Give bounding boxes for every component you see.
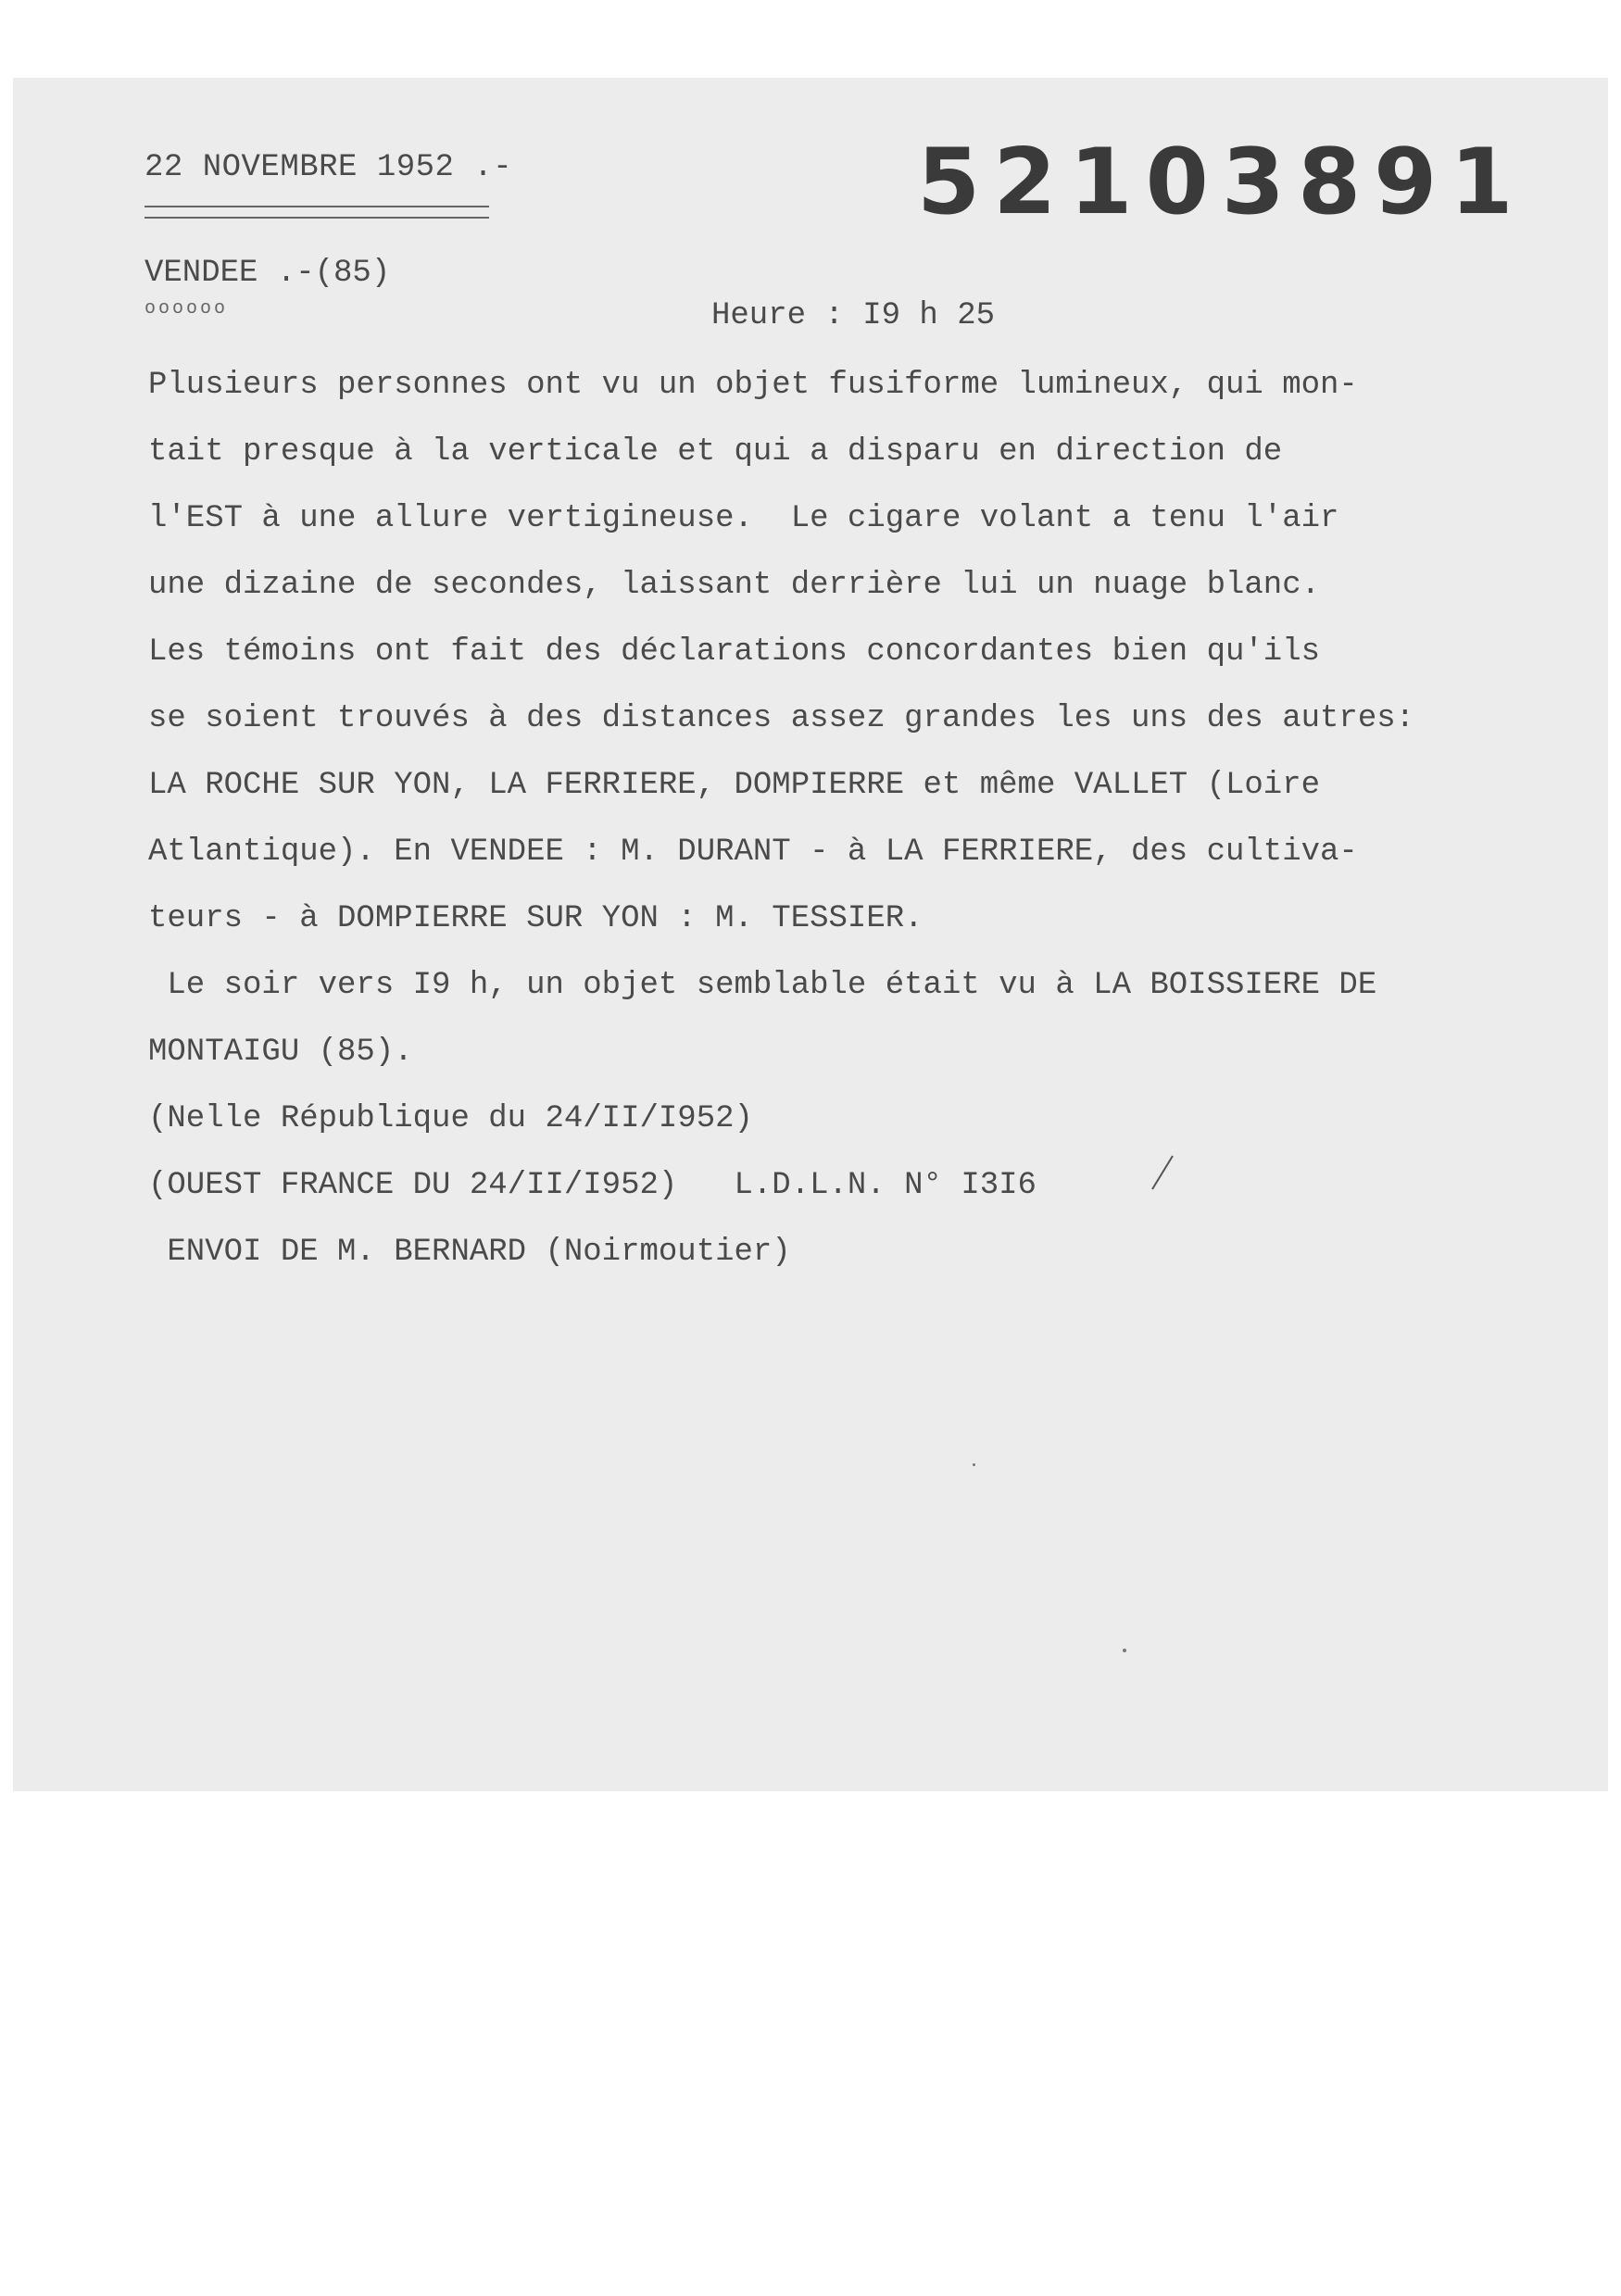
report-line: Les témoins ont fait des déclarations concordantes bien qu'ils (148, 634, 1321, 670)
date-double-underline (145, 206, 489, 219)
report-line: teurs - à DOMPIERRE SUR YON : M. TESSIER. (148, 901, 924, 936)
document-date: 22 NOVEMBRE 1952 .- (145, 150, 513, 185)
report-line: (Nelle République du 24/II/I952) (148, 1101, 753, 1136)
report-line: ENVOI DE M. BERNARD (Noirmoutier) (148, 1235, 791, 1270)
report-line: MONTAIGU (85). (148, 1035, 413, 1070)
report-line: LA ROCHE SUR YON, LA FERRIERE, DOMPIERRE et même VALLET (Loire (148, 768, 1321, 803)
reference-number-stamp: 52103891 (917, 130, 1527, 235)
report-line: Plusieurs personnes ont vu un objet fusiforme lumineux, qui mon- (148, 368, 1358, 403)
report-line: Atlantique). En VENDEE : M. DURANT - à LA FERRIERE, des cultiva- (148, 834, 1358, 870)
region-underline: oooooo (145, 298, 229, 320)
report-line: (OUEST FRANCE DU 24/II/I952) L.D.L.N. N° I3I6 (148, 1168, 1037, 1203)
report-line: une dizaine de secondes, laissant derrière lui un nuage blanc. (148, 568, 1321, 603)
sighting-time: Heure : I9 h 25 (711, 298, 996, 333)
report-line: l'EST à une allure vertigineuse. Le cigare volant a tenu l'air (148, 501, 1339, 536)
region-heading: VENDEE .-(85) (145, 256, 391, 291)
speck (1123, 1649, 1126, 1652)
speck (973, 1463, 975, 1466)
report-line: se soient trouvés à des distances assez grandes les uns des autres: (148, 701, 1415, 736)
report-line: Le soir vers I9 h, un objet semblable était vu à LA BOISSIERE DE (148, 968, 1377, 1003)
report-line: tait presque à la verticale et qui a disparu en direction de (148, 434, 1283, 470)
